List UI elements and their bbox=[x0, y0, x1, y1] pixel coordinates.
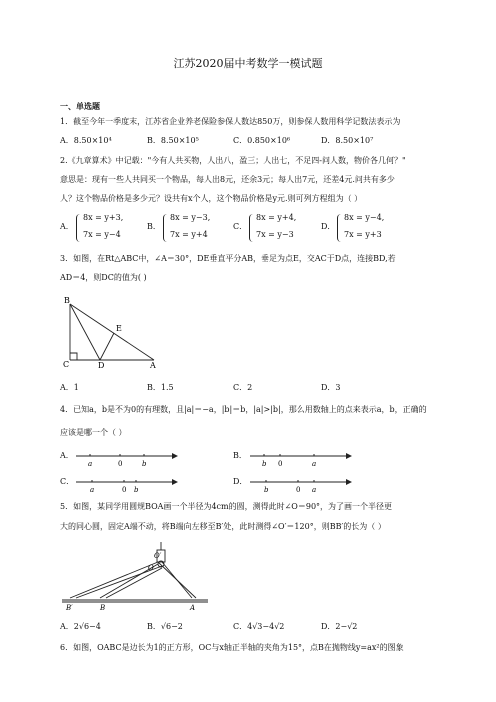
q3-label-e: E bbox=[116, 324, 122, 333]
q4-a-mark-2: 0 bbox=[118, 460, 123, 468]
q4-d-mark-3: a bbox=[312, 486, 317, 494]
q4-option-b-label: B． bbox=[233, 451, 247, 460]
q4-c-mark-1: a bbox=[90, 486, 95, 494]
q5-compass-figure bbox=[62, 540, 208, 612]
q3-label-d: D bbox=[98, 361, 105, 369]
q2-option-b-eq2: 7x = y+4 bbox=[170, 230, 208, 239]
q4-b-mark-1: b bbox=[262, 460, 267, 468]
q3-segment-bd bbox=[70, 304, 100, 360]
q5-option-d: D．2−√2 bbox=[321, 622, 358, 631]
q5-option-b: B．√6−2 bbox=[147, 622, 183, 631]
q5-label-o-prime: O′ bbox=[154, 552, 162, 560]
q2-option-a-label: A． bbox=[60, 222, 74, 231]
question-2-line-3: 人？这个物品价格是多少元？设共有x个人，这个物品价格是y元.则可列方程组为（ ） bbox=[60, 194, 363, 203]
question-6-line-1: 6．如图，OABC是边长为1的正方形，OC与x轴正半轴的夹角为15°，点B在抛物线y=ax²的图象 bbox=[60, 643, 404, 652]
q5-label-b: B bbox=[100, 604, 106, 612]
q3-triangle-figure bbox=[62, 294, 162, 369]
q4-option-a-label: A． bbox=[60, 451, 74, 460]
question-4-line-2: 应该是哪一个（ ） bbox=[60, 428, 127, 437]
page-title: 江苏2020届中考数学一模试题 bbox=[173, 57, 323, 70]
q4-option-d-label: D． bbox=[233, 477, 248, 486]
q5-label-a: A bbox=[190, 604, 196, 612]
q4-option-d-number-line bbox=[248, 474, 352, 496]
q2-option-d-eq1: 8x = y−4, bbox=[344, 213, 385, 222]
q4-option-a-number-line bbox=[74, 448, 178, 470]
q3-option-b: B．1.5 bbox=[147, 383, 174, 392]
q4-d-mark-1: b bbox=[264, 486, 269, 494]
q5-label-o: O bbox=[148, 564, 154, 572]
question-1-text: 1．截至今年一季度末，江苏省企业养老保险参保人数达850万，则参保人数用科学记数法表示为 bbox=[60, 117, 401, 126]
q2-option-d-eq2: 7x = y+3 bbox=[344, 230, 382, 239]
q3-segment-de bbox=[100, 333, 114, 360]
q3-right-angle-mark bbox=[70, 353, 77, 360]
question-2-line-1: 2.《九章算术》中记载："今有人共买物，人出八，盈三；人出七，不足四-问人数，物价各几何？" bbox=[60, 156, 406, 165]
q2-option-d-label: D． bbox=[321, 222, 336, 231]
q4-option-c-label: C． bbox=[60, 477, 75, 486]
q5-option-a: A．2√6−4 bbox=[60, 622, 101, 631]
q2-option-a-eq2: 7x = y−4 bbox=[83, 230, 121, 239]
q2-option-b-label: B． bbox=[147, 222, 161, 231]
q4-a-mark-1: a bbox=[88, 460, 93, 468]
q2-option-b-eq1: 8x = y−3, bbox=[170, 213, 211, 222]
q3-option-d: D．3 bbox=[321, 383, 341, 392]
q3-option-a: A．1 bbox=[60, 383, 79, 392]
question-5-line-2: 大的同心圆，固定A端不动，将B端向左移至B′处，此时测得∠O′＝120°，则BB′的长为（ ） bbox=[60, 522, 386, 531]
q4-option-c-number-line bbox=[74, 474, 178, 496]
q2-option-c-eq2: 7x = y−3 bbox=[256, 230, 294, 239]
question-5-line-1: 5．如图，某同学用圆规BOA画一个半径为4cm的圆，测得此时∠O＝90°，为了画一个半径更 bbox=[60, 502, 393, 511]
q1-option-d: D．8.50×10⁷ bbox=[321, 136, 374, 145]
q2-option-c-eq1: 8x = y+4, bbox=[256, 213, 297, 222]
q4-a-mark-3: b bbox=[142, 460, 147, 468]
q3-label-c: C bbox=[63, 360, 70, 369]
q2-option-c-brace bbox=[249, 214, 254, 242]
q4-c-mark-2: 0 bbox=[122, 486, 127, 494]
q1-option-c: C．0.850×10⁶ bbox=[233, 136, 291, 145]
q2-option-d-brace bbox=[337, 214, 342, 242]
q1-option-a: A．8.50×10⁴ bbox=[60, 136, 112, 145]
q4-option-b-number-line bbox=[248, 448, 352, 470]
q5-option-c: C．4√3−4√2 bbox=[233, 622, 285, 631]
q4-d-mark-2: 0 bbox=[296, 486, 301, 494]
q3-label-b: B bbox=[64, 296, 70, 305]
q3-option-c: C．2 bbox=[233, 383, 253, 392]
question-4-line-1: 4．已知a，b是不为0的有理数，且|a|＝−a，|b|＝b，|a|>|b|，那么用数轴上的点来表示a，b，正确的 bbox=[60, 405, 427, 414]
section-heading: 一、单选题 bbox=[60, 101, 100, 111]
q4-b-mark-2: 0 bbox=[278, 460, 283, 468]
q5-label-b-prime: B′ bbox=[66, 604, 73, 612]
q3-side-ba bbox=[70, 304, 154, 360]
q3-label-a: A bbox=[150, 361, 156, 369]
question-3-line-1: 3．如图，在Rt△ABC中，∠A＝30°，DE垂直平分AB，垂足为点E，交AC于D点，连接BD,若 bbox=[60, 254, 396, 263]
question-2-line-2: 意思是：现有一些人共同买一个物品，每人出8元，还余3元；每人出7元，还差4元.问共有多少 bbox=[60, 175, 395, 184]
q2-option-a-eq1: 8x = y+3, bbox=[83, 213, 124, 222]
q4-b-mark-3: a bbox=[312, 460, 317, 468]
q2-option-b-brace bbox=[163, 214, 168, 242]
q4-c-mark-3: b bbox=[134, 486, 139, 494]
q1-option-b: B．8.50×10⁵ bbox=[147, 136, 199, 145]
question-3-line-2: AD＝4，则DC的值为( ) bbox=[60, 273, 147, 282]
q2-option-c-label: C． bbox=[233, 222, 248, 231]
q2-option-a-brace bbox=[76, 214, 81, 242]
